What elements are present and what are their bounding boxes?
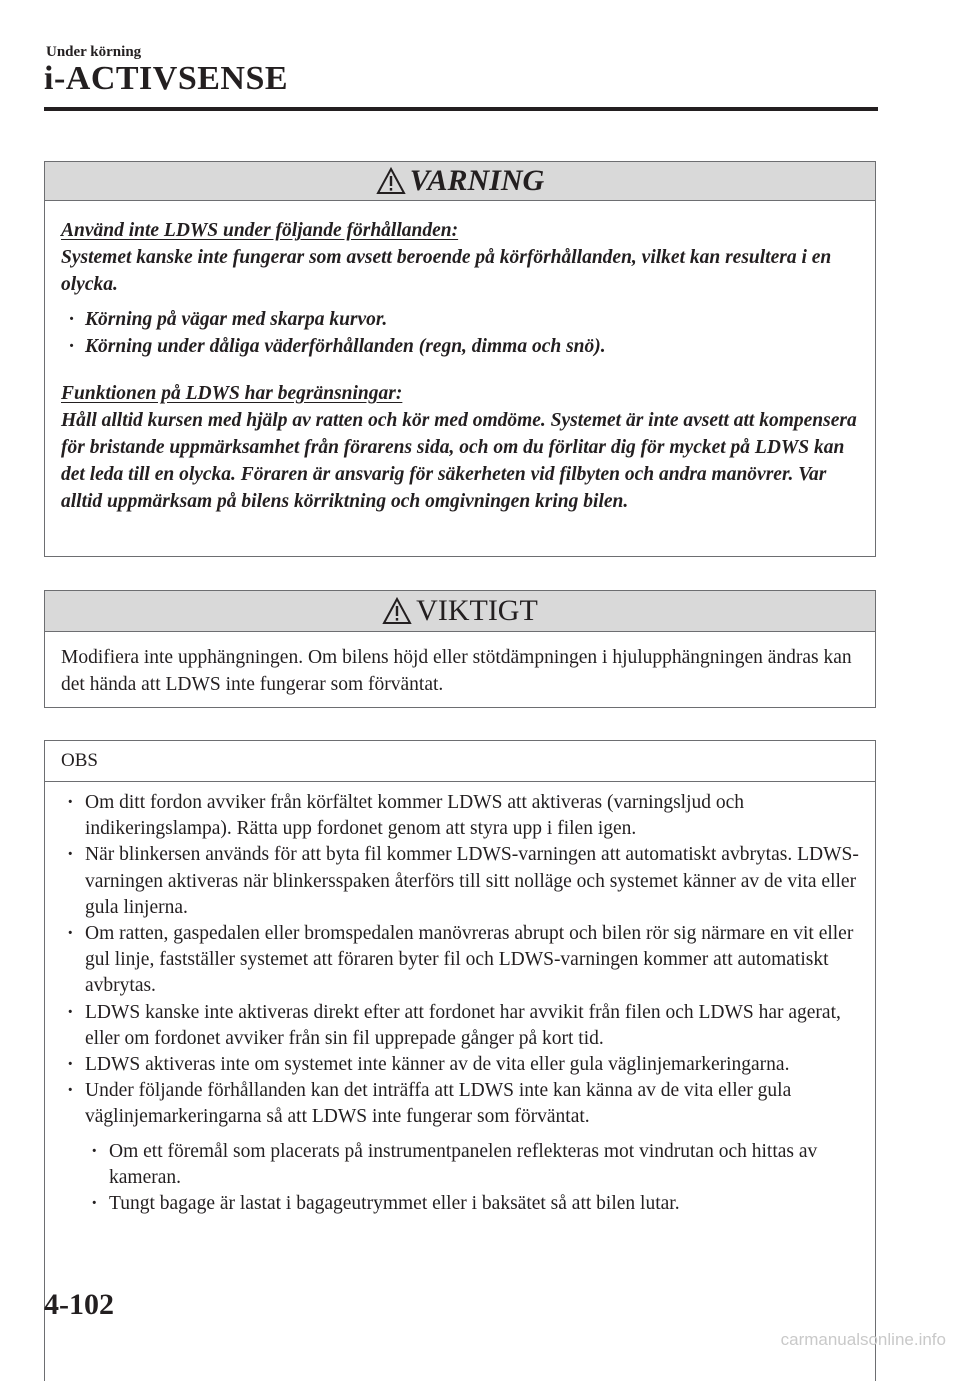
note-box	[44, 740, 876, 1381]
important-header	[45, 591, 875, 632]
list-item: · Tungt bagage är lastat i bagageutrymmet eller i baksätet så att bilen lutar.	[85, 1191, 859, 1217]
warning-body	[45, 201, 875, 527]
warning-header	[45, 162, 875, 201]
list-item: · Om ratten, gaspedalen eller bromspedalen manövreras abrupt och bilen rör sig närmare en vit eller gul linje, fastställer systemet att föraren byter fil och LDWS-varningen kommer att automatiskt avbrytas.	[61, 921, 859, 1000]
important-body: Modifiera inte upphängningen. Om bilens höjd eller stötdämpningen i hjulupphängningen ändras kan det hända att LDWS inte fungerar som förväntat.	[61, 647, 852, 695]
warning-title: VARNING	[409, 164, 545, 197]
warning-bullet-list	[61, 306, 859, 360]
list-item: · När blinkersen används för att byta fil kommer LDWS-varningen att automatiskt avbrytas. LDWS-varningen aktiveras när blinkersspaken återförs till sitt nolläge och systemet känner av de vita eller gula linjerna.	[61, 842, 859, 921]
note-body	[45, 782, 875, 1229]
list-item: · Om ett föremål som placerats på instrumentpanelen reflekteras mot vindrutan och hittas av kameran.	[85, 1139, 859, 1191]
watermark: carmanualsonline.info	[780, 1330, 946, 1349]
warning-heading-1: Använd inte LDWS under följande förhållanden:	[61, 220, 459, 241]
list-item: · LDWS aktiveras inte om systemet inte känner av de vita eller gula väglinjemarkeringarna.	[61, 1052, 859, 1078]
warning-box	[44, 161, 876, 557]
section-label: Under körning	[46, 44, 142, 60]
important-title: VIKTIGT	[416, 594, 538, 627]
list-item: · LDWS kanske inte aktiveras direkt efter att fordonet har avvikit från filen och LDWS har agerat, eller om fordonet avviker från sin fil upprepade gånger på kort tid.	[61, 1000, 859, 1052]
warning-triangle-icon	[382, 597, 412, 625]
list-item: · Körning på vägar med skarpa kurvor.	[61, 306, 859, 333]
note-list	[61, 790, 859, 1131]
note-sub-list	[61, 1139, 859, 1218]
important-box	[44, 590, 876, 708]
warning-paragraph-1: Systemet kanske inte fungerar som avsett beroende på körförhållanden, vilket kan resultera i en olycka.	[61, 247, 832, 295]
note-title: OBS	[45, 741, 875, 782]
list-item: · Om ditt fordon avviker från körfältet kommer LDWS att aktiveras (varningsljud och indikeringslampa). Rätta upp fordonet genom att styra upp i filen igen.	[61, 790, 859, 842]
list-item: · Körning under dåliga väderförhållanden (regn, dimma och snö).	[61, 333, 859, 360]
header-rule	[44, 107, 878, 111]
warning-paragraph-2: Håll alltid kursen med hjälp av ratten och kör med omdöme. Systemet är inte avsett att kompensera för bristande uppmärksamhet från förarens sida, och om du förlitar dig för mycket på LDWS kan det leda till en olycka. Föraren är ansvarig för säkerheten vid filbyten och andra manövrer. Var alltid uppmärksam på bilens körriktning och omgivningen kring bilen.	[61, 410, 857, 512]
list-item: · Under följande förhållanden kan det inträffa att LDWS inte kan känna av de vita eller gula väglinjemarkeringarna så att LDWS inte fungerar som förväntat.	[61, 1078, 859, 1130]
warning-triangle-icon	[376, 167, 406, 195]
warning-heading-2: Funktionen på LDWS har begränsningar:	[61, 383, 403, 404]
chapter-title: i-ACTIVSENSE	[44, 60, 289, 97]
page-number: 4-102	[44, 1288, 114, 1321]
